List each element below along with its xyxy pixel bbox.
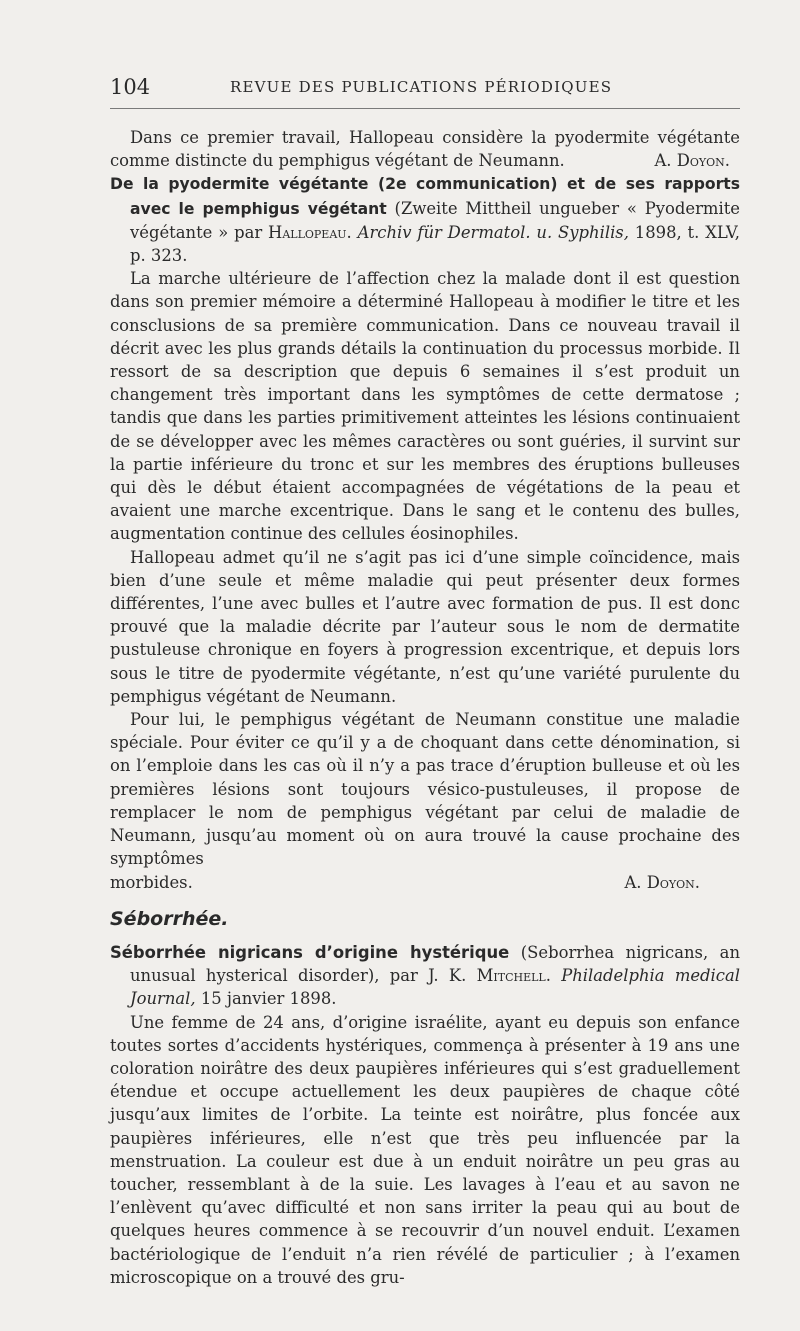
- article3-author: Mitchell.: [476, 966, 551, 986]
- page-number: 104: [110, 75, 151, 99]
- article2-closing: [110, 871, 740, 894]
- running-title: REVUE DES PUBLICATIONS PÉRIODIQUES: [230, 78, 613, 96]
- article2-ref: (Zweite Mittheil ungueber « Pyodermite végétante » par: [130, 198, 740, 242]
- article3-ref-end: 15 janvier 1898.: [195, 989, 337, 1009]
- running-header: [110, 74, 740, 100]
- section-heading: Séborrhée.: [110, 907, 229, 930]
- article2-paragraph-1: La marche ultérieure de l’affection chez la malade dont il est question dans son premier mémoire a déterminé Hallopeau à modifier le titre et les consclusions de sa première communication. Dans ce nouveau travail il décrit avec les plus grands détails la continuation du processus morbide. Il ressort de sa description que depuis 6 semaines il s’est produit un changement très important dans les symptômes de cette dermatose ; tandis que dans les parties primitivement atteintes les lésions continuaient de se développer avec les mêmes caractères ou sont guéries, il survint sur la partie inférieure du tronc et sur les membres des éruptions bulleuses qui dès le début étaient accompagnées de végétations de la peau et avaient une marche excentrique. Dans le sang et le contenu des bulles, augmentation continue des cellules éosinophiles.: [110, 269, 740, 544]
- article2-paragraph-3: Pour lui, le pemphigus végétant de Neumann constitue une maladie spéciale. Pour éviter ce qu’il y a de choquant dans cette dénomination, si on l’emploie dans les cas où il n’y a pas trace d’éruption bulleuse et où les premières lésions sont toujours vésico-pustuleuses, il propose de remplacer le nom de pemphigus végétant par celui de maladie de Neumann, jusqu’au moment où on aura trouvé la cause prochaine des symptômes: [110, 710, 740, 869]
- article3-title: Séborrhée nigricans d’origine hystérique: [110, 942, 510, 962]
- article3-heading: [110, 941, 740, 1011]
- body-text: [110, 126, 740, 1289]
- article3-paragraph-1: Une femme de 24 ans, d’origine israélite, ayant eu depuis son enfance toutes sortes d’accidents hystériques, commença à présenter à 19 ans une coloration noirâtre des deux paupières inférieures qui s’est graduellement étendue et occupe actuellement les deux paupières de chaque côté jusqu’aux limites de l’orbite. La teinte est noirâtre, plus foncée aux paupières inférieures, elle n’est que très peu influencée par la menstruation. La couleur est due à un enduit noirâtre un peu gras au toucher, ressemblant à de la suie. Les lavages à l’eau et au savon ne l’enlèvent qu’avec difficulté et non sans irriter la peau qui au bout de quelques heures commence à se recouvrir d’un nouvel enduit. L’examen bactériologique de l’enduit n’a rien révélé de particulier ; à l’examen microscopique on a trouvé des gru-: [110, 1012, 740, 1287]
- article2-paragraph-3-end: morbides.: [110, 872, 193, 892]
- article3-ref: (Seborrhea nigricans, an unusual hysterical disorder), par J. K.: [130, 942, 740, 986]
- article2-ref-end: 1898, t. XLV, p. 323.: [130, 222, 740, 266]
- article2-signature: A. Doyon.: [624, 872, 700, 892]
- article2-author: Hallopeau.: [268, 222, 352, 242]
- header-rule: [110, 108, 740, 109]
- article1-text: Dans ce premier travail, Hallopeau considère la pyodermite végétante comme distincte du pemphigus végétant de Neumann.: [110, 128, 740, 171]
- article2-paragraph-2: Hallopeau admet qu’il ne s’agit pas ici d’une simple coïncidence, mais bien d’une seule et même maladie qui peut présenter deux formes différentes, l’une avec bulles et l’autre avec formation de pus. Il est donc prouvé que la maladie décrite par l’auteur sous le nom de dermatite pustuleuse chronique en foyers à progression excentrique, et depuis lors sous le titre de pyodermite végétante, n’est qu’une variété purulente du pemphigus végétant de Neumann.: [110, 547, 740, 706]
- article3-journal: Philadelphia medical Journal,: [130, 966, 740, 1009]
- article2-title: De la pyodermite végétante (2e communication) et de ses rapports avec le pemphigus végétant: [110, 175, 740, 218]
- article1-paragraph: [110, 126, 740, 172]
- article1-signature: A. Doyon.: [654, 151, 730, 171]
- article2-journal: Archiv für Dermatol. u. Syphilis,: [351, 222, 629, 242]
- article2-heading: [110, 172, 740, 267]
